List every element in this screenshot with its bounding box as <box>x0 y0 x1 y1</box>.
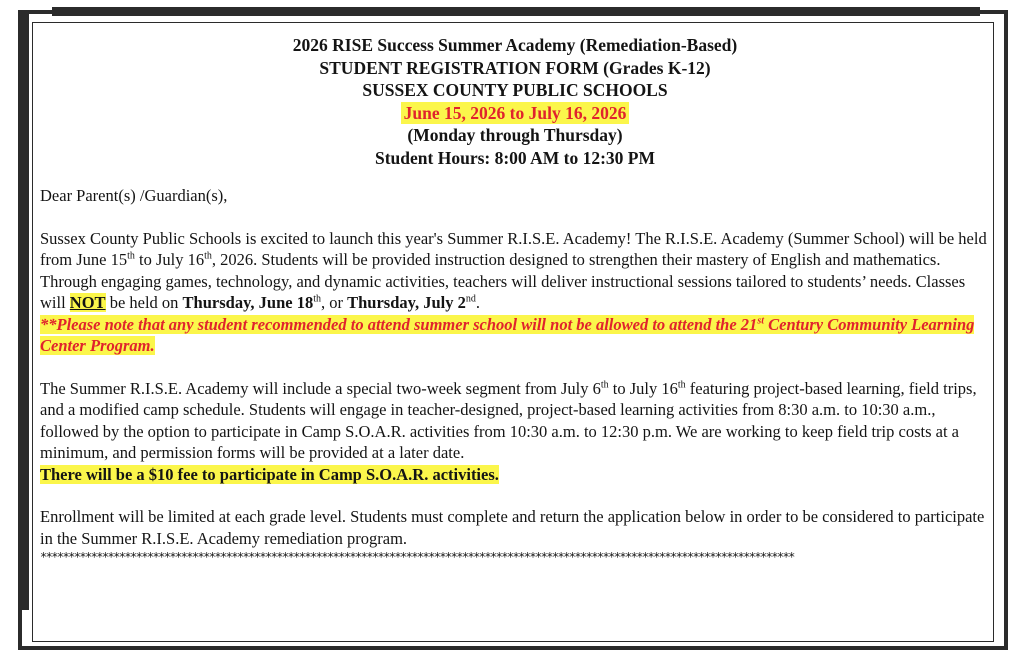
document-header <box>40 34 990 169</box>
camp-text: to July 16 <box>608 378 678 398</box>
header-district: SUSSEX COUNTY PUBLIC SCHOOLS <box>362 80 668 100</box>
camp-paragraph <box>40 378 990 486</box>
intro-text: be held on <box>105 293 183 312</box>
header-title: 2026 RISE Success Summer Academy (Remediation-Based) <box>292 35 738 55</box>
intro-text: to July 16 <box>134 250 205 269</box>
not-emphasis: NOT <box>69 293 106 312</box>
intro-text: Sussex County Public Schools is excited to launch this year's Summer R.I.S.E. Academy! The R.I.S.E. Academy (Summer School) will be held from June 15 <box>40 228 987 269</box>
highlighted-note <box>40 315 974 356</box>
ordinal: th <box>127 250 135 262</box>
header-dates: June 15, 2026 to July 16, 2026 <box>401 102 630 125</box>
document-content <box>40 34 990 563</box>
ordinal: th <box>313 293 321 305</box>
cut-line-separator: ************************************************************************************************************************************** <box>40 551 794 563</box>
salutation: Dear Parent(s) /Guardian(s), <box>40 186 228 205</box>
header-days: (Monday through Thursday) <box>407 125 623 145</box>
intro-paragraph <box>40 228 990 357</box>
camp-text: The Summer R.I.S.E. Academy will include a special two-week segment from July 6 <box>40 378 601 398</box>
intro-text: . <box>475 293 481 312</box>
header-hours: Student Hours: 8:00 AM to 12:30 PM <box>375 147 655 168</box>
ordinal: th <box>204 250 212 262</box>
note-text: Century Community Learning Center Program. <box>40 314 975 355</box>
note-text: **Please note that any student recommended to attend summer school will not be allowed to attend the 21 <box>40 314 758 334</box>
enrollment-paragraph: Enrollment will be limited at each grade level. Students must complete and return the application below in order to be considered to participate in the Summer R.I.S.E. Academy remediation program. <box>40 507 985 548</box>
ordinal: st <box>757 315 764 326</box>
closure-date-1: Thursday, June 18 <box>182 293 314 312</box>
header-form-name: STUDENT REGISTRATION FORM (Grades K-12) <box>319 57 711 78</box>
ordinal: nd <box>465 293 476 305</box>
intro-text: , or <box>321 293 348 312</box>
camp-fee-notice: There will be a $10 fee to participate in Camp S.O.A.R. activities. <box>40 464 499 484</box>
ordinal: th <box>600 379 609 390</box>
header-dates-line <box>40 102 990 125</box>
closure-date-2: Thursday, July 2 <box>347 293 466 312</box>
intro-text: , 2026. Students will be provided instruction designed to strengthen their mastery of English and mathematics. Through engaging games, technology, and dynamic activities, teachers will deliver instructional sessions tailored to students’ needs. Classes will <box>40 250 966 312</box>
camp-text: featuring project-based learning, field trips, and a modified camp schedule. Students will engage in teacher-designed, project-based learning activities from 8:30 a.m. to 10:30 a.m., followed by the option to participate in Camp S.O.A.R. activities from 10:30 a.m. to 12:30 p.m. We are working to keep field trip costs at a minimum, and permission forms will be provided at a later date. <box>40 378 977 462</box>
ordinal: th <box>677 379 686 390</box>
